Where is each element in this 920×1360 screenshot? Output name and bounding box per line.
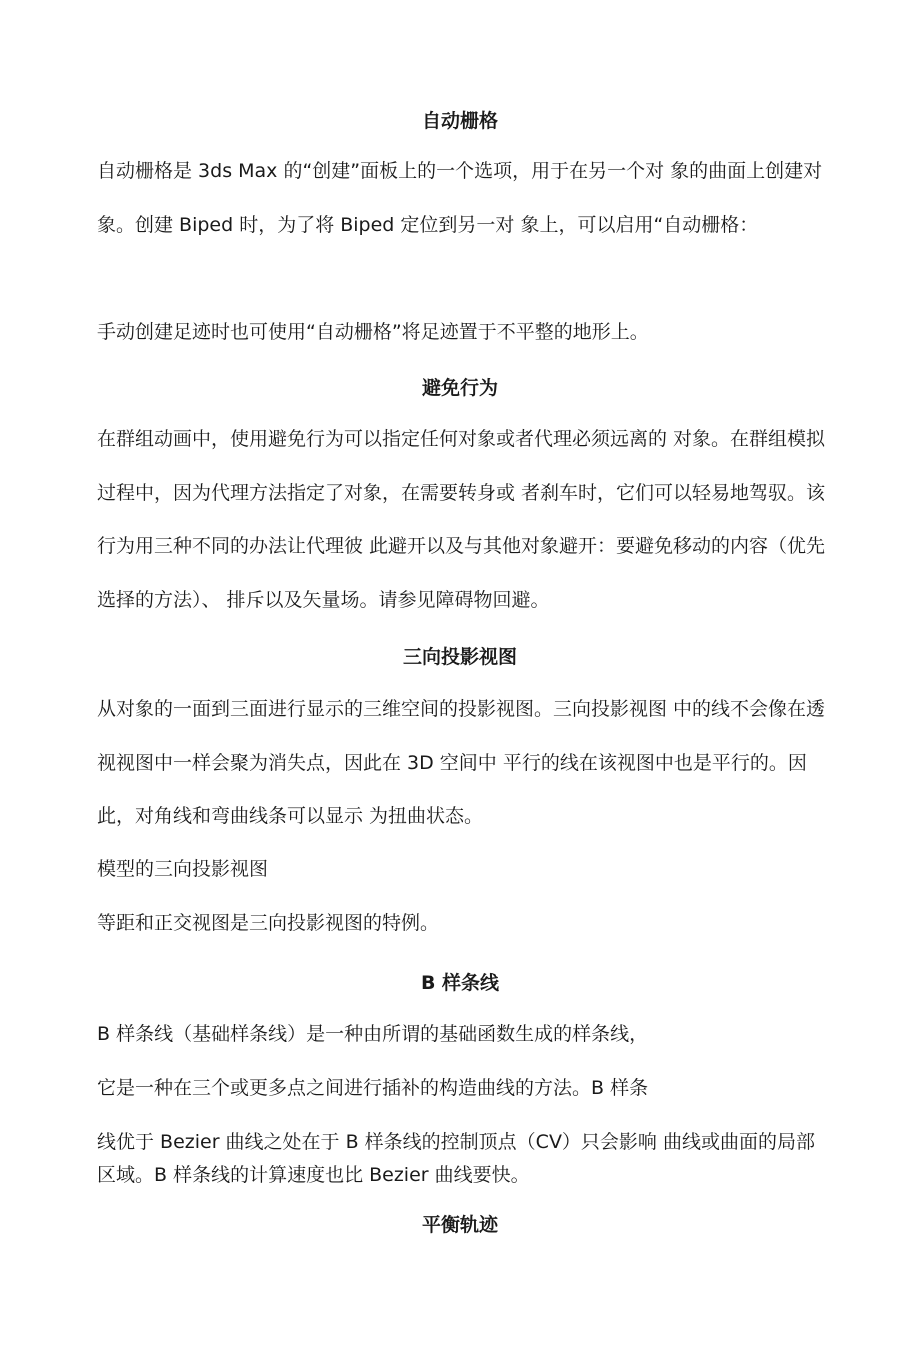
paragraph-b-spline-method: 它是一种在三个或更多点之间进行插补的构造曲线的方法。B 样条 — [97, 1077, 649, 1099]
paragraph-axonometric-special-cases: 等距和正交视图是三向投影视图的特例。 — [97, 912, 440, 934]
paragraph-b-spline-definition: B 样条线（基础样条线）是一种由所谓的基础函数生成的样条线， — [97, 1023, 649, 1045]
paragraph-axonometric-model: 模型的三向投影视图 — [97, 858, 269, 880]
section-heading-auto-grid: 自动栅格 — [421, 110, 498, 132]
paragraph-avoid-behavior: 在群组动画中，使用避免行为可以指定任何对象或者代理必须远离的 对象。在群组模拟过程中，因为代理方法指定了对象，在需要转身或 者刹车时，它们可以轻易地驾驭。该行为用三种不同的办法让代理彼 此避开以及与其他对象避开：要避免移动的内容（优先选择的方法）、 排斥以及矢量场。请参见障碍物回避。 — [97, 428, 826, 611]
section-heading-b-spline: B 样条线 — [420, 972, 500, 994]
section-heading-axonometric-view: 三向投影视图 — [402, 646, 517, 668]
paragraph-auto-grid-footsteps: 手动创建足迹时也可使用“自动栅格”将足迹置于不平整的地形上。 — [97, 321, 649, 343]
section-heading-balance-track: 平衡轨迹 — [421, 1214, 498, 1236]
paragraph-axonometric-description: 从对象的一面到三面进行显示的三维空间的投影视图。三向投影视图 中的线不会像在透视视图中一样会聚为消失点，因此在 3D 空间中 平行的线在该视图中也是平行的。因此，对角线和弯曲线条可以显示 为扭曲状态。 — [97, 698, 826, 827]
paragraph-b-spline-advantages: 线优于 Bezier 曲线之处在于 B 样条线的控制顶点（CV）只会影响 曲线或曲面的局部区域。B 样条线的计算速度也比 Bezier 曲线要快。 — [97, 1131, 815, 1186]
section-heading-avoid-behavior: 避免行为 — [421, 377, 498, 399]
paragraph-auto-grid-description: 自动栅格是 3ds Max 的“创建”面板上的一个选项，用于在另一个对 象的曲面上创建对象。创建 Biped 时，为了将 Biped 定位到另一对 象上，可以启用“自动栅格： — [97, 160, 823, 236]
